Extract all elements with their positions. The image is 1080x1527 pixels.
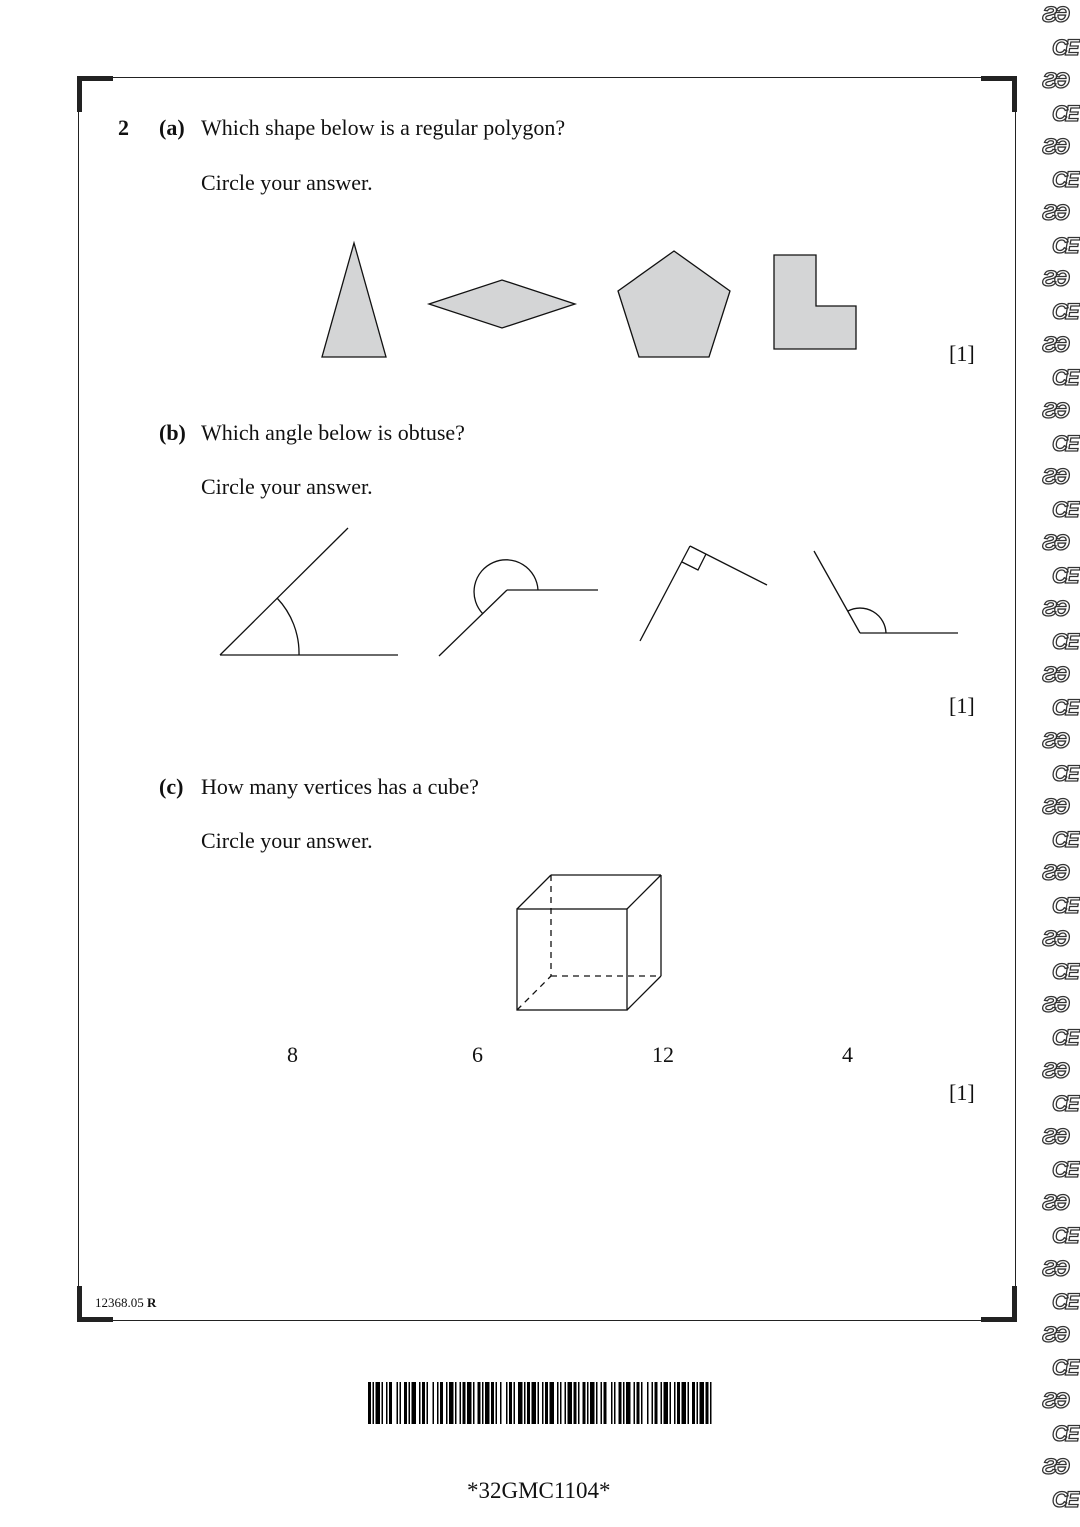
barcode-bar xyxy=(532,1382,537,1424)
barcode-bar xyxy=(485,1382,490,1424)
barcode-bar xyxy=(664,1382,669,1424)
barcode-bar xyxy=(449,1382,454,1424)
watermark-logo-strip xyxy=(1040,0,1080,1527)
barcode-bar xyxy=(404,1382,407,1424)
barcode-bar xyxy=(697,1382,699,1424)
watermark-logo-icon: ƧƏ xyxy=(1042,860,1068,885)
part-b-question: Which angle below is obtuse? xyxy=(201,420,465,445)
barcode-bar xyxy=(397,1382,399,1424)
watermark-logo-icon: CE xyxy=(1052,365,1077,390)
watermark-logo-icon: ƧƏ xyxy=(1042,1058,1068,1083)
watermark-logo-icon: CE xyxy=(1052,497,1077,522)
watermark-logo-icon: ƧƏ xyxy=(1042,794,1068,819)
barcode-bar xyxy=(455,1382,457,1424)
barcode-bar xyxy=(560,1382,562,1424)
watermark-logo-icon: CE xyxy=(1052,1025,1077,1050)
watermark-logo-icon: CE xyxy=(1052,1487,1077,1512)
watermark-logo-icon: ƧƏ xyxy=(1042,2,1068,27)
obtuse-angle-figure[interactable] xyxy=(814,551,958,633)
watermark-logo-icon: ƧƏ xyxy=(1042,1190,1068,1215)
watermark-logo-icon: CE xyxy=(1052,1223,1077,1248)
watermark-logo-icon: CE xyxy=(1052,299,1077,324)
barcode-bar xyxy=(460,1382,462,1424)
barcode-bar xyxy=(524,1382,526,1424)
barcode-bar xyxy=(601,1382,603,1424)
watermark-logo-icon: ƧƏ xyxy=(1042,398,1068,423)
right-angle-figure[interactable] xyxy=(640,546,767,641)
barcode-bar xyxy=(446,1382,448,1424)
watermark-logo-icon: ƧƏ xyxy=(1042,1256,1068,1281)
watermark-logo-icon: ƧƏ xyxy=(1042,1124,1068,1149)
barcode-bar xyxy=(440,1382,443,1424)
barcode-bar xyxy=(518,1382,523,1424)
barcode-bar xyxy=(496,1382,498,1424)
answer-choice-6[interactable]: 6 xyxy=(472,1042,483,1067)
barcode-bar xyxy=(467,1382,472,1424)
watermark-logo-icon: CE xyxy=(1052,761,1077,786)
barcode-bar xyxy=(578,1382,580,1424)
barcode-bar xyxy=(682,1382,687,1424)
watermark-logo-icon: ƧƏ xyxy=(1042,134,1068,159)
barcode-bar xyxy=(473,1382,475,1424)
watermark-logo-icon: CE xyxy=(1052,827,1077,852)
triangle-shape[interactable] xyxy=(322,243,386,357)
answer-choice-8[interactable]: 8 xyxy=(287,1042,298,1067)
watermark-logo-icon: CE xyxy=(1052,563,1077,588)
watermark-logo-icon: ƧƏ xyxy=(1042,1388,1068,1413)
barcode-bar xyxy=(509,1382,512,1424)
watermark-logo-icon: CE xyxy=(1052,1355,1077,1380)
watermark-logo-icon: ƧƏ xyxy=(1042,1322,1068,1347)
barcode-bar xyxy=(409,1382,411,1424)
barcode-bar xyxy=(386,1382,388,1424)
barcode-bar xyxy=(433,1382,435,1424)
watermark-logo-icon: CE xyxy=(1052,629,1077,654)
barcode-bar xyxy=(619,1382,622,1424)
barcode-bar xyxy=(437,1382,439,1424)
part-c-marks: [1] xyxy=(949,1080,975,1105)
barcode-bar xyxy=(661,1382,663,1424)
barcode-bar xyxy=(655,1382,658,1424)
barcode-bar xyxy=(688,1382,690,1424)
watermark-logo-icon: CE xyxy=(1052,101,1077,126)
barcode-bar xyxy=(677,1382,680,1424)
barcode-bar xyxy=(568,1382,573,1424)
barcode-bar xyxy=(482,1382,484,1424)
watermark-logo-icon: CE xyxy=(1052,959,1077,984)
barcode-bar xyxy=(596,1382,598,1424)
barcode-bar xyxy=(587,1382,589,1424)
barcode-text: *32GMC1104* xyxy=(467,1478,611,1503)
barcode-bar xyxy=(590,1382,595,1424)
watermark-logo-icon: CE xyxy=(1052,1091,1077,1116)
watermark-logo-icon: CE xyxy=(1052,431,1077,456)
barcode-bar xyxy=(611,1382,613,1424)
barcode-bar xyxy=(652,1382,654,1424)
barcode-bar xyxy=(670,1382,672,1424)
l-shape[interactable] xyxy=(774,255,856,349)
barcode-bar xyxy=(565,1382,567,1424)
part-c-question: How many vertices has a cube? xyxy=(201,774,479,799)
barcode-bar xyxy=(506,1382,508,1424)
watermark-logo-icon: ƧƏ xyxy=(1042,1454,1068,1479)
part-c-label: (c) xyxy=(159,774,184,799)
barcode-bar xyxy=(500,1382,502,1424)
barcode-bar xyxy=(368,1382,371,1424)
watermark-logo-icon: ƧƏ xyxy=(1042,662,1068,687)
part-b-marks: [1] xyxy=(949,693,975,718)
watermark-logo-icon: CE xyxy=(1052,167,1077,192)
barcode-bar xyxy=(626,1382,631,1424)
barcode-bar xyxy=(463,1382,466,1424)
barcode-bar xyxy=(422,1382,425,1424)
barcode-bar xyxy=(550,1382,555,1424)
barcode-bar xyxy=(545,1382,548,1424)
paper-code: 12368.05 R xyxy=(95,1295,157,1310)
part-a-label: (a) xyxy=(159,115,185,140)
barcode-bar xyxy=(373,1382,375,1424)
barcode-bar xyxy=(382,1382,384,1424)
barcode-bar xyxy=(614,1382,616,1424)
barcode-bar xyxy=(641,1382,643,1424)
cube-figure xyxy=(517,875,661,1010)
watermark-logo-icon: CE xyxy=(1052,1289,1077,1314)
barcode-bar xyxy=(710,1382,712,1424)
watermark-logo-icon: ƧƏ xyxy=(1042,266,1068,291)
barcode-bar xyxy=(574,1382,577,1424)
barcode-bar xyxy=(623,1382,625,1424)
watermark-logo-icon: ƧƏ xyxy=(1042,926,1068,951)
barcode-bar xyxy=(583,1382,586,1424)
barcode xyxy=(368,1382,714,1424)
watermark-logo-icon: ƧƏ xyxy=(1042,728,1068,753)
watermark-logo-icon: ƧƏ xyxy=(1042,464,1068,489)
watermark-logo-icon: ƧƏ xyxy=(1042,68,1068,93)
barcode-bar xyxy=(527,1382,530,1424)
barcode-bar xyxy=(419,1382,421,1424)
barcode-bar xyxy=(634,1382,636,1424)
barcode-bar xyxy=(514,1382,516,1424)
watermark-logo-icon: ƧƏ xyxy=(1042,596,1068,621)
watermark-logo-icon: CE xyxy=(1052,695,1077,720)
watermark-logo-icon: ƧƏ xyxy=(1042,992,1068,1017)
watermark-logo-icon: ƧƏ xyxy=(1042,332,1068,357)
barcode-bar xyxy=(427,1382,429,1424)
answer-choice-4[interactable]: 4 xyxy=(842,1042,853,1067)
part-b-instruction: Circle your answer. xyxy=(201,474,373,499)
barcode-bar xyxy=(412,1382,417,1424)
barcode-bar xyxy=(542,1382,544,1424)
barcode-bar xyxy=(674,1382,676,1424)
barcode-bar xyxy=(376,1382,381,1424)
answer-choice-12[interactable]: 12 xyxy=(652,1042,674,1067)
barcode-bar xyxy=(647,1382,649,1424)
part-b-label: (b) xyxy=(159,420,186,445)
barcode-bar xyxy=(491,1382,494,1424)
part-a-marks: [1] xyxy=(949,341,975,366)
barcode-bar xyxy=(478,1382,481,1424)
barcode-bar xyxy=(700,1382,705,1424)
question-number: 2 xyxy=(118,115,129,140)
watermark-logo-icon: ƧƏ xyxy=(1042,200,1068,225)
watermark-logo-icon: CE xyxy=(1052,35,1077,60)
barcode-bar xyxy=(538,1382,540,1424)
watermark-logo-icon: CE xyxy=(1052,1421,1077,1446)
barcode-bar xyxy=(604,1382,607,1424)
watermark-logo-icon: CE xyxy=(1052,893,1077,918)
barcode-bar xyxy=(637,1382,640,1424)
acute-angle-figure[interactable] xyxy=(220,528,398,655)
barcode-bar xyxy=(557,1382,559,1424)
part-a-instruction: Circle your answer. xyxy=(201,170,373,195)
watermark-logo-icon: CE xyxy=(1052,1157,1077,1182)
pentagon-shape[interactable] xyxy=(618,251,730,357)
barcode-bar xyxy=(692,1382,695,1424)
barcode-bar xyxy=(706,1382,709,1424)
part-a-question: Which shape below is a regular polygon? xyxy=(201,115,566,140)
part-c-instruction: Circle your answer. xyxy=(201,828,373,853)
watermark-logo-icon: CE xyxy=(1052,233,1077,258)
watermark-logo-icon: ƧƏ xyxy=(1042,530,1068,555)
barcode-bar xyxy=(389,1382,392,1424)
barcode-bar xyxy=(400,1382,402,1424)
reflex-angle-figure[interactable] xyxy=(439,560,598,656)
rhombus-shape[interactable] xyxy=(429,280,575,328)
